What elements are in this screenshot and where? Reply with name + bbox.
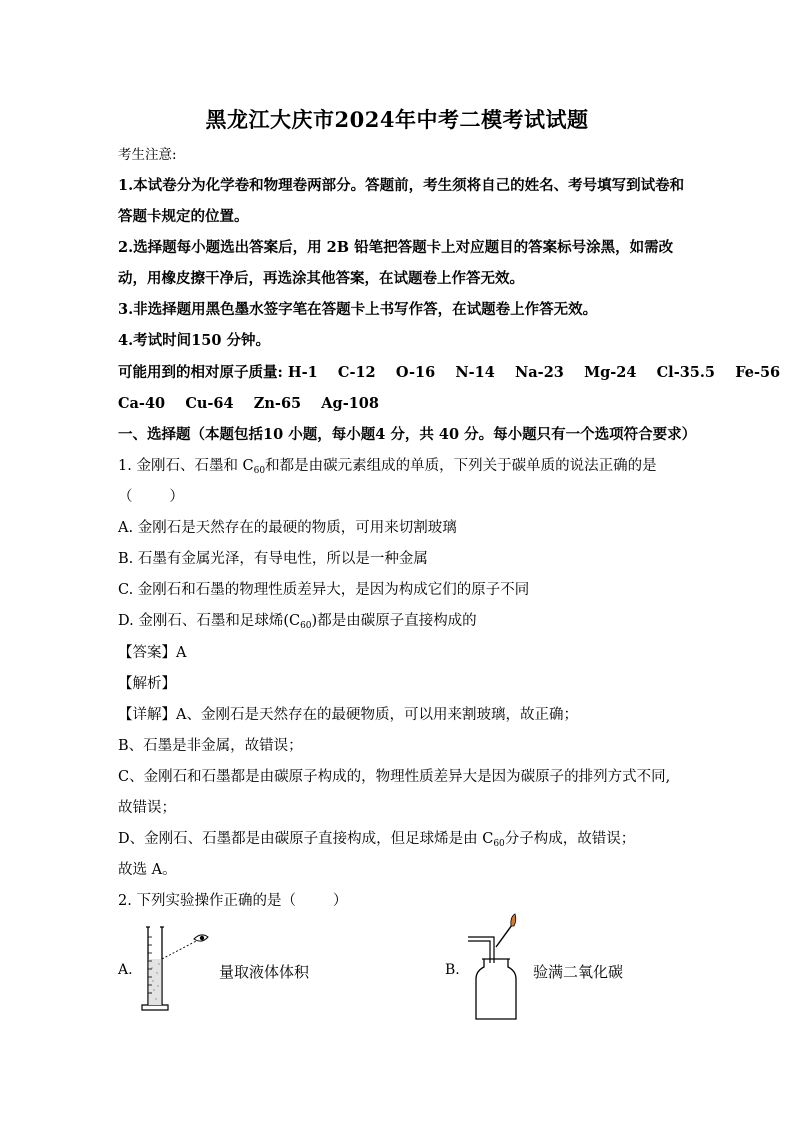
q1-detail-d: [118, 829, 635, 854]
notice-item-3: 3.非选择题用黑色墨水签字笔在答题卡上书写作答，在试题卷上作答无效。: [118, 301, 598, 318]
graduated-cylinder-illustration: [138, 923, 218, 1013]
atomic-masses-line-1: [118, 363, 780, 383]
notice-item-2b: 动，用橡皮擦干净后，再选涂其他答案，在试题卷上作答无效。: [118, 270, 524, 287]
q1-option-d-subscript: 60: [300, 621, 312, 631]
notice-item-1b: 答题卡规定的位置。: [118, 208, 249, 225]
q2-option-a-label: A.: [118, 962, 133, 978]
atomic-masses-line-2: Ca-40 Cu-64 Zn-65 Ag-108: [118, 395, 379, 412]
q1-option-d-part-2: )都是由碳原子直接构成的: [311, 613, 477, 629]
q2-stem: 2. 下列实验操作正确的是（ ）: [118, 893, 348, 909]
q1-conclusion: 故选 A。: [118, 862, 177, 878]
gas-collecting-bottle-illustration: [464, 913, 534, 1023]
q1-stem-part-1: 1. 金刚石、石墨和 C: [118, 458, 254, 474]
page-title: 黑龙江大庆市2024年中考二模考试试题: [205, 107, 589, 132]
q1-detail-c-line-1: C、金刚石和石墨都是由碳原子构成的，物理性质差异大是因为碳原子的排列方式不同,: [118, 769, 671, 785]
atomic-masses-label: 可能用到的相对原子质量:: [118, 364, 288, 381]
q1-detail-d-part-1: D、金刚石、石墨都是由碳原子直接构成，但足球烯是由 C: [118, 831, 494, 847]
q1-option-c: C. 金刚石和石墨的物理性质差异大，是因为构成它们的原子不同: [118, 582, 530, 598]
q2-option-b-label: B.: [445, 962, 460, 978]
q1-analysis-heading: 【解析】: [118, 676, 176, 692]
q1-detail-c-line-2: 故错误；: [118, 800, 176, 816]
q1-option-b: B. 石墨有金属光泽，有导电性，所以是一种金属: [118, 551, 428, 567]
q1-option-d-part-1: D. 金刚石、石墨和足球烯(C: [118, 613, 301, 629]
q1-answer-bracket: （ ）: [118, 489, 184, 505]
q1-detail-d-subscript: 60: [493, 839, 505, 849]
q1-option-a: A. 金刚石是天然存在的最硬的物质，可用来切割玻璃: [118, 520, 457, 536]
q1-option-d: [118, 611, 477, 636]
q1-stem: [118, 456, 657, 481]
q2-option-a-caption: 量取液体体积: [219, 963, 310, 981]
notice-item-4: 4.考试时间150 分钟。: [118, 332, 270, 349]
notice-item-2a: 2.选择题每小题选出答案后，用 2B 铅笔把答题卡上对应题目的答案标号涂黑，如需改: [118, 239, 674, 256]
q1-answer: 【答案】A: [118, 645, 187, 661]
q1-stem-part-2: 和都是由碳元素组成的单质，下列关于碳单质的说法正确的是: [265, 458, 657, 474]
q2-option-b-caption: 验满二氧化碳: [533, 963, 624, 981]
notice-heading: 考生注意:: [118, 147, 177, 163]
q1-detail-d-part-2: 分子构成，故错误；: [504, 831, 636, 847]
notice-item-1a: 1.本试卷分为化学卷和物理卷两部分。答题前，考生须将自己的姓名、考号填写到试卷和: [118, 177, 685, 194]
q1-detail-a: 【详解】A、金刚石是天然存在的最硬物质，可以用来割玻璃，故正确；: [118, 707, 578, 723]
q1-stem-subscript: 60: [253, 466, 266, 476]
q1-detail-b: B、石墨是非金属，故错误；: [118, 738, 303, 754]
atomic-masses-values-1: H-1 C-12 O-16 N-14 Na-23 Mg-24 Cl-35.5 Fe-56: [287, 364, 781, 381]
section-heading: 一、选择题（本题包括10 小题，每小题4 分，共 40 分。每小题只有一个选项符合要求）: [118, 426, 697, 443]
